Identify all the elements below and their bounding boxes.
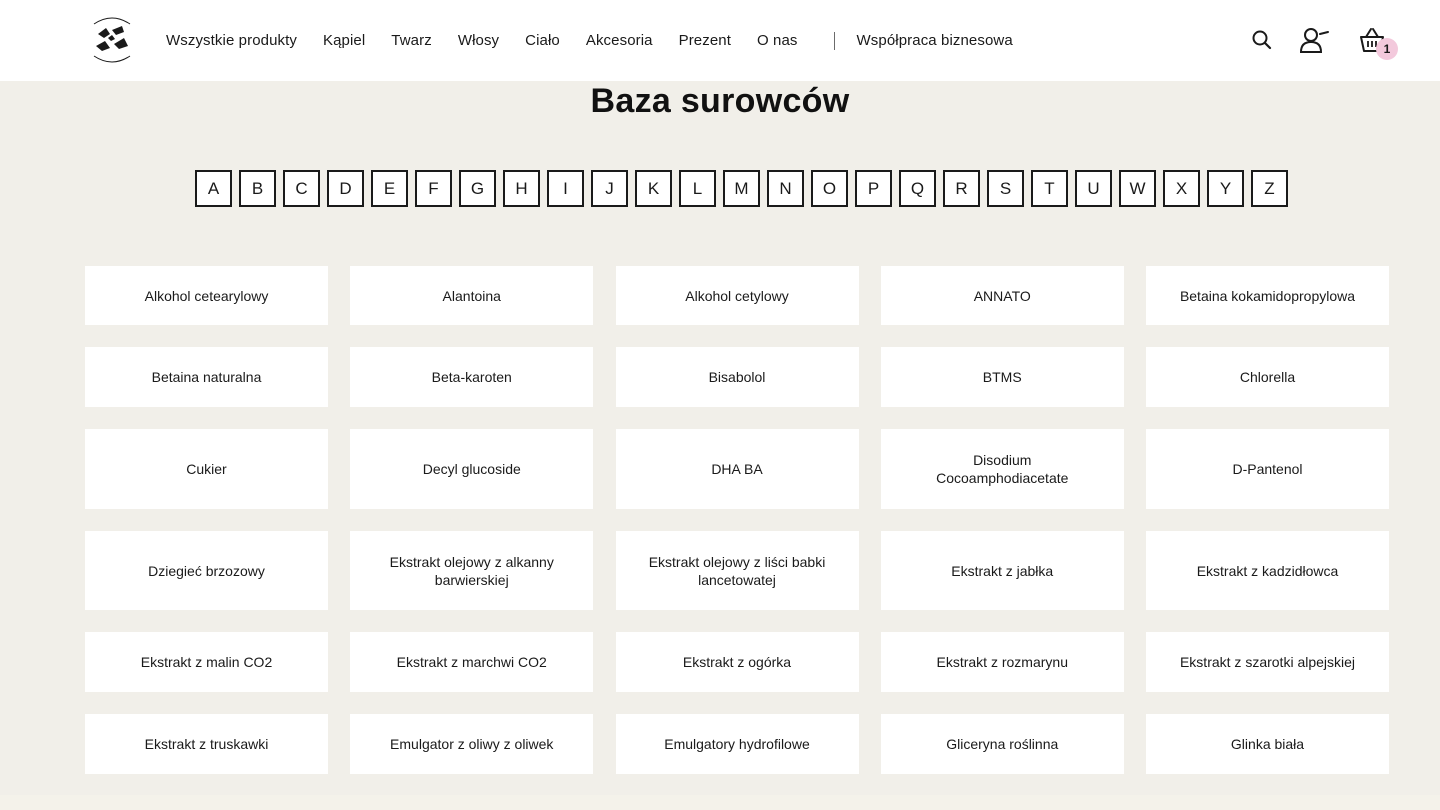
letter-filter-k[interactable]: K (635, 170, 672, 207)
ingredient-card[interactable]: Ekstrakt z marchwi CO2 (350, 632, 593, 692)
letter-filter-x[interactable]: X (1163, 170, 1200, 207)
ingredient-card[interactable]: Dziegieć brzozowy (85, 531, 328, 610)
letter-filter-j[interactable]: J (591, 170, 628, 207)
ingredient-card[interactable]: Ekstrakt z rozmarynu (881, 632, 1124, 692)
ingredient-card[interactable]: Ekstrakt olejowy z alkanny barwierskiej (350, 531, 593, 610)
search-button[interactable] (1250, 24, 1274, 56)
ingredient-card[interactable]: Ekstrakt z malin CO2 (85, 632, 328, 692)
letter-filter-o[interactable]: O (811, 170, 848, 207)
cart-count-badge: 1 (1376, 38, 1398, 60)
site-header (0, 0, 1440, 81)
ingredient-card[interactable]: Disodium Cocoamphodiacetate (881, 429, 1124, 509)
letter-filter-b[interactable]: B (239, 170, 276, 207)
nav-item-about[interactable]: O nas (757, 32, 798, 49)
ingredient-card[interactable]: Emulgator z oliwy z oliwek (350, 714, 593, 774)
ingredient-card[interactable]: Alantoina (350, 266, 593, 325)
ingredient-card[interactable]: Chlorella (1146, 347, 1389, 407)
main-nav (166, 0, 1039, 81)
letter-filter-n[interactable]: N (767, 170, 804, 207)
nav-item-all-products[interactable]: Wszystkie produkty (166, 32, 297, 49)
letter-filter-h[interactable]: H (503, 170, 540, 207)
letter-filter-w[interactable]: W (1119, 170, 1156, 207)
nav-item-bath[interactable]: Kąpiel (323, 32, 366, 49)
nav-item-business[interactable]: Współpraca biznesowa (856, 32, 1013, 49)
nav-item-face[interactable]: Twarz (391, 32, 432, 49)
letter-filter-t[interactable]: T (1031, 170, 1068, 207)
ingredient-card[interactable]: Alkohol cetylowy (616, 266, 859, 325)
nav-item-hair[interactable]: Włosy (457, 32, 500, 49)
ingredient-card[interactable]: Betaina naturalna (85, 347, 328, 407)
letter-filter-u[interactable]: U (1075, 170, 1112, 207)
ingredient-card[interactable]: Gliceryna roślinna (881, 714, 1124, 774)
letter-filter-y[interactable]: Y (1207, 170, 1244, 207)
brand-logo[interactable] (86, 12, 138, 68)
ingredient-card[interactable]: Cukier (85, 429, 328, 509)
ingredient-card[interactable]: Ekstrakt z kadzidłowca (1146, 531, 1389, 610)
page-bottom-strip (0, 795, 1440, 810)
nav-item-accessories[interactable]: Akcesoria (585, 32, 653, 49)
letter-filter-p[interactable]: P (855, 170, 892, 207)
letter-filter-r[interactable]: R (943, 170, 980, 207)
letter-filter-e[interactable]: E (371, 170, 408, 207)
page-title: Baza surowców (590, 82, 850, 120)
alphabet-filter (195, 170, 1288, 207)
ingredients-grid (85, 266, 1389, 774)
letter-filter-s[interactable]: S (987, 170, 1024, 207)
letter-filter-d[interactable]: D (327, 170, 364, 207)
user-icon (1298, 26, 1330, 54)
letter-filter-c[interactable]: C (283, 170, 320, 207)
letter-filter-m[interactable]: M (723, 170, 760, 207)
nav-divider (834, 32, 835, 50)
ingredient-card[interactable]: Beta-karoten (350, 347, 593, 407)
letter-filter-l[interactable]: L (679, 170, 716, 207)
ingredient-card[interactable]: Glinka biała (1146, 714, 1389, 774)
letter-filter-a[interactable]: A (195, 170, 232, 207)
letter-filter-i[interactable]: I (547, 170, 584, 207)
nav-item-gift[interactable]: Prezent (678, 32, 732, 49)
account-button[interactable] (1298, 24, 1330, 56)
letter-filter-z[interactable]: Z (1251, 170, 1288, 207)
nav-item-body[interactable]: Ciało (525, 32, 560, 49)
ingredient-card[interactable]: Bisabolol (616, 347, 859, 407)
ingredient-card[interactable]: D-Pantenol (1146, 429, 1389, 509)
ingredient-card[interactable]: ANNATO (881, 266, 1124, 325)
ingredient-card[interactable]: Alkohol cetearylowy (85, 266, 328, 325)
ingredient-card[interactable]: Betaina kokamidopropylowa (1146, 266, 1389, 325)
ingredient-card[interactable]: BTMS (881, 347, 1124, 407)
ingredient-card[interactable]: Emulgatory hydrofilowe (616, 714, 859, 774)
letter-filter-q[interactable]: Q (899, 170, 936, 207)
search-icon (1251, 29, 1273, 51)
ingredient-card[interactable]: DHA BA (616, 429, 859, 509)
letter-filter-g[interactable]: G (459, 170, 496, 207)
ingredient-card[interactable]: Ekstrakt z jabłka (881, 531, 1124, 610)
ingredient-card[interactable]: Decyl glucoside (350, 429, 593, 509)
ingredient-card[interactable]: Ekstrakt z ogórka (616, 632, 859, 692)
letter-filter-f[interactable]: F (415, 170, 452, 207)
ingredient-card[interactable]: Ekstrakt z szarotki alpejskiej (1146, 632, 1389, 692)
ingredient-card[interactable]: Ekstrakt z truskawki (85, 714, 328, 774)
ingredient-card[interactable]: Ekstrakt olejowy z liści babki lancetowatej (616, 531, 859, 610)
